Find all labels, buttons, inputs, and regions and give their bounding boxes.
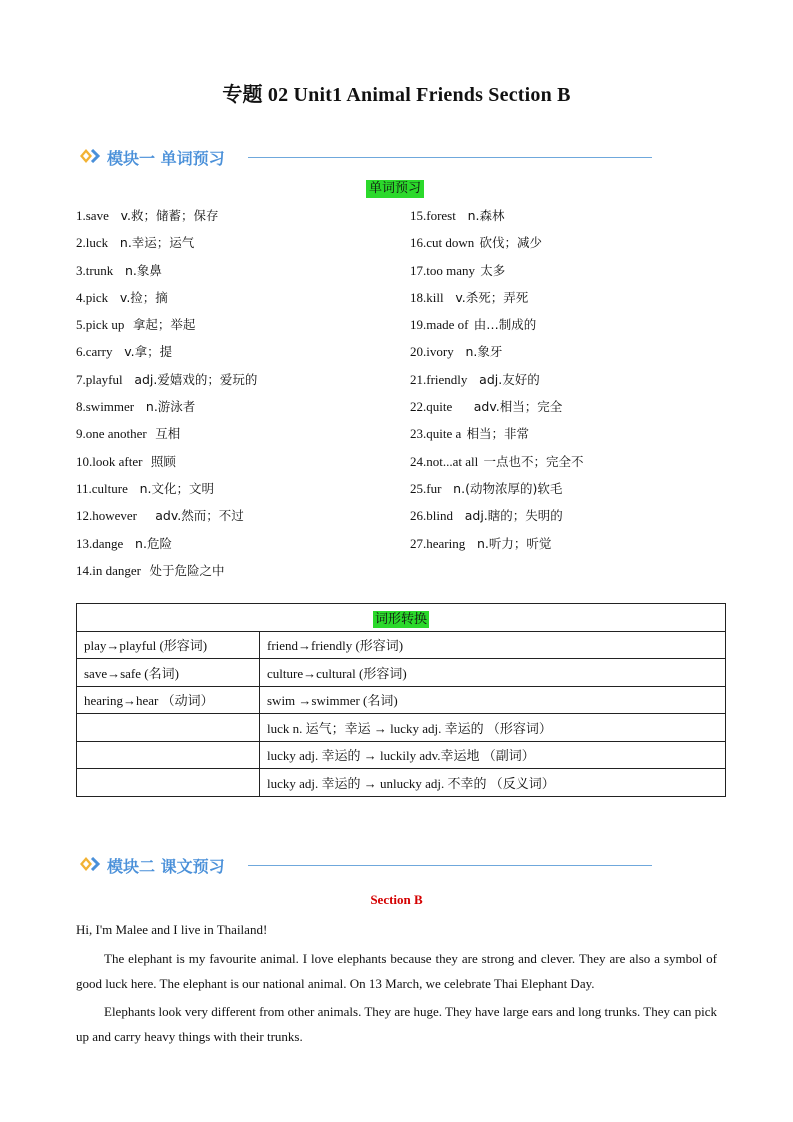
table-cell: lucky adj. 幸运的 → luckily adv.幸运地 （副词） — [260, 741, 726, 769]
paragraph-1: The elephant is my favourite animal. I love elephants because they are strong and clever. They are also a symbol of good luck here. The elephant is our national animal. On 13 March, we celebrate Thai Elephant Day. — [76, 951, 717, 991]
greeting-line: Hi, I'm Malee and I live in Thailand! — [76, 922, 268, 937]
vocab-item: 26.blind adj.瞎的；失明的 — [410, 508, 563, 524]
vocab-item: 21.friendly adj.友好的 — [410, 371, 540, 387]
table-cell — [77, 714, 260, 742]
module-two-header — [80, 854, 652, 876]
word-forms-table — [76, 603, 726, 797]
vocab-item: 4.pick v.捡；摘 — [76, 289, 168, 305]
vocab-item: 12.however adv.然而；不过 — [76, 508, 244, 524]
section-b-heading: Section B — [370, 892, 423, 907]
vocab-item: 22.quite adv.相当；完全 — [410, 399, 563, 415]
vocab-item: 20.ivory n.象牙 — [410, 344, 503, 360]
table-row — [77, 686, 726, 714]
vocab-item: 18.kill v.杀死；弄死 — [410, 289, 529, 305]
vocab-item: 17.too many 太多 — [410, 262, 506, 278]
table-cell — [77, 741, 260, 769]
vocab-item: 7.playful adj.爱嬉戏的；爱玩的 — [76, 371, 258, 387]
table-row — [77, 741, 726, 769]
vocab-item: 14.in danger 处于危险之中 — [76, 562, 225, 578]
table-cell: luck n. 运气；幸运 → lucky adj. 幸运的 （形容词） — [260, 714, 726, 742]
table-row — [77, 631, 726, 659]
vocab-item: 19.made of 由…制成的 — [410, 317, 537, 333]
table-cell: culture→cultural (形容词) — [260, 659, 726, 687]
vocab-item: 11.culture n.文化；文明 — [76, 480, 215, 496]
table-cell: lucky adj. 幸运的 → unlucky adj. 不幸的 （反义词） — [260, 769, 726, 797]
vocab-item: 9.one another 互相 — [76, 426, 181, 442]
double-chevron-icon — [80, 149, 102, 163]
module-two-label: 模块二 课文预习 — [107, 857, 225, 876]
vocab-item: 1.save v.救；储蓄；保存 — [76, 208, 219, 223]
vocab-item: 2.luck n.幸运；运气 — [76, 235, 195, 251]
vocab-item: 5.pick up 拿起；举起 — [76, 317, 196, 333]
vocab-item: 6.carry v.拿；提 — [76, 344, 173, 360]
vocab-item: 24.not...at all 一点也不；完全不 — [410, 453, 584, 469]
module-one-header — [80, 146, 652, 168]
vocab-item: 8.swimmer n.游泳者 — [76, 399, 196, 415]
vocab-item: 13.dange n.危险 — [76, 535, 172, 551]
section-divider — [248, 865, 652, 866]
vocab-list-left — [76, 208, 257, 590]
vocab-item: 23.quite a 相当；非常 — [410, 426, 530, 442]
vocab-item: 10.look after 照顾 — [76, 453, 176, 469]
vocab-list-right — [410, 208, 584, 563]
table-cell: play→playful (形容词) — [77, 631, 260, 659]
table-cell — [77, 769, 260, 797]
paragraph-2: Elephants look very different from other animals. They are huge. They have large ears and long trunks. They can pick up and carry heavy things with their trunks. — [76, 1004, 717, 1044]
vocab-item: 3.trunk n.象鼻 — [76, 262, 162, 278]
module-one-label: 模块一 单词预习 — [107, 149, 225, 168]
word-forms-header: 词形转换 — [374, 611, 427, 627]
vocab-item: 27.hearing n.听力；听觉 — [410, 535, 552, 551]
vocab-preview-label: 单词预习 — [366, 180, 424, 198]
vocab-item: 15.forest n.森林 — [410, 208, 505, 223]
table-cell: friend→friendly (形容词) — [260, 631, 726, 659]
table-row — [77, 769, 726, 797]
table-row — [77, 659, 726, 687]
page-title: 专题 02 Unit1 Animal Friends Section B — [222, 84, 571, 106]
table-row — [77, 714, 726, 742]
table-cell: hearing→hear （动词） — [77, 686, 260, 714]
vocab-item: 25.fur n.(动物浓厚的)软毛 — [410, 480, 563, 496]
table-header-row — [77, 604, 726, 632]
table-cell: swim →swimmer (名词) — [260, 686, 726, 714]
table-cell: save→safe (名词) — [77, 659, 260, 687]
section-divider — [248, 157, 652, 158]
double-chevron-icon — [80, 857, 102, 871]
vocab-item: 16.cut down 砍伐；减少 — [410, 235, 543, 251]
